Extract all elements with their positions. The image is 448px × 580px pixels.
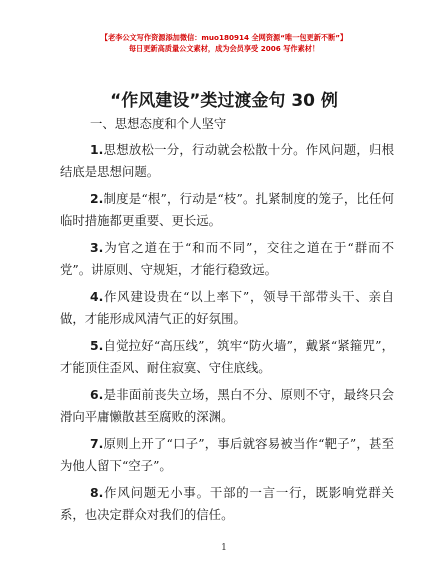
paragraph-text: 为官之道在于“和而不同”，交往之道在于“群而不党”。讲原则、守规矩，才能行稳致远。 — [60, 240, 394, 277]
paragraph-number: 3. — [90, 240, 104, 255]
paragraph-2 — [60, 188, 394, 232]
paragraph-4 — [60, 286, 394, 330]
promo-banner-line-2: 每日更新高质量公文素材，成为会员享受 2006 写作素材！ — [128, 44, 320, 53]
paragraph-3 — [60, 237, 394, 281]
paragraph-text: 原则上开了“口子”，事后就容易被当作“靶子”，甚至为他人留下“空子”。 — [60, 436, 394, 473]
paragraph-text: 制度是“根”，行动是“枝”。扎紧制度的笼子，比任何临时措施都更重要、更长远。 — [60, 191, 394, 228]
paragraph-5 — [60, 335, 394, 379]
paragraph-7 — [60, 433, 394, 477]
document-title: “作风建设”类过渡金句 30 例 — [110, 91, 338, 111]
promo-banner — [0, 32, 448, 54]
promo-banner-line-1: 【老李公文写作资源添加微信：muo180914 全网资源“唯一包更新不断”】 — [100, 33, 348, 42]
paragraph-text: 作风问题无小事。干部的一言一行，既影响党群关系，也决定群众对我们的信任。 — [60, 485, 394, 522]
paragraph-text: 自觉拉好“高压线”，筑牢“防火墙”，戴紧“紧箍咒”，才能顶住歪风、耐住寂寞、守住底线。 — [60, 338, 394, 375]
page-number: 1 — [221, 543, 227, 553]
paragraph-number: 7. — [90, 436, 104, 451]
document-body — [60, 112, 394, 531]
paragraph-6 — [60, 384, 394, 428]
paragraph-number: 6. — [90, 387, 104, 402]
paragraph-text: 思想放松一分，行动就会松散十分。作风问题，归根结底是思想问题。 — [60, 142, 394, 179]
paragraph-number: 2. — [90, 191, 104, 206]
section-heading: 一、思想态度和个人坚守 — [90, 116, 227, 131]
paragraph-8 — [60, 482, 394, 526]
paragraph-text: 作风建设贵在“以上率下”，领导干部带头干、亲自做，才能形成风清气正的好氛围。 — [60, 289, 394, 326]
paragraph-number: 1. — [90, 142, 104, 157]
paragraph-1 — [60, 139, 394, 183]
paragraph-number: 8. — [90, 485, 104, 500]
paragraph-text: 是非面前丧失立场，黑白不分、原则不守，最终只会滑向平庸懒散甚至腐败的深渊。 — [60, 387, 394, 424]
paragraph-number: 4. — [90, 289, 104, 304]
paragraph-number: 5. — [90, 338, 104, 353]
